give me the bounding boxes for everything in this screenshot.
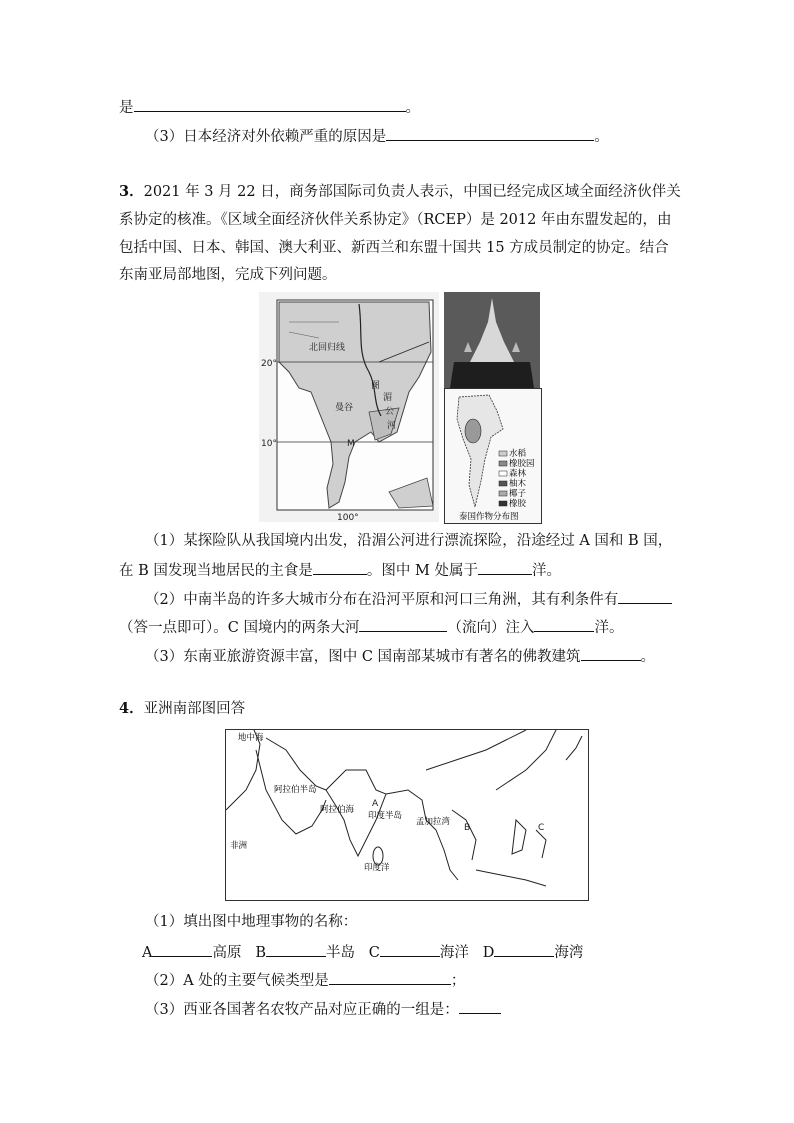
india-peninsula-label: 印度半岛 — [368, 811, 403, 821]
q3-sub2-text2: （流向）注入 — [447, 620, 535, 636]
answer-blank-d[interactable] — [494, 941, 554, 957]
q3-sub1-text1: 在 B 国发现当地居民的主食是 — [119, 563, 313, 579]
answer-blank-b[interactable] — [266, 941, 326, 957]
label-a-end: 高原 — [212, 945, 242, 961]
q3-sub2-text1: （答一点即可）。C 国境内的两条大河 — [119, 620, 360, 636]
point-a-label: A — [372, 799, 379, 809]
point-b-label: B — [464, 823, 471, 833]
legend-item: 森林 — [509, 469, 527, 479]
answer-blank[interactable] — [581, 645, 641, 661]
latitude-10-label: 10° — [261, 439, 277, 449]
q4-sub2-text: （2）A 处的主要气候类型是 — [145, 973, 329, 989]
label-b-end: 半岛 — [325, 945, 355, 961]
answer-blank[interactable] — [386, 125, 594, 141]
bangkok-label: 曼谷 — [335, 403, 354, 413]
arabian-peninsula-label: 阿拉伯半岛 — [274, 785, 317, 795]
q2-line1-prefix: 是 — [119, 100, 134, 116]
southeast-asia-map — [259, 292, 439, 522]
q2-sub3-label: （3）日本经济对外依赖严重的原因是 — [145, 129, 387, 145]
q3-sub2-text3: 洋。 — [594, 620, 624, 636]
q3-sub2-text: （2）中南半岛的许多大城市分布在沿河平原和河口三角洲，其有利条件有 — [145, 592, 619, 608]
q4-sub2-end: ； — [450, 973, 466, 989]
label-c-end: 海洋 — [439, 945, 469, 961]
q4-sub2 — [145, 969, 465, 991]
q3-sub3-end: 。 — [640, 649, 656, 665]
top-left-sea-label: 地中海 — [238, 733, 264, 743]
answer-blank[interactable] — [534, 616, 594, 632]
q3-sub1-text3: 洋。 — [531, 563, 561, 579]
bay-of-bengal-label: 孟加拉湾 — [416, 817, 451, 827]
country-mark-label: 图 — [371, 381, 381, 391]
thailand-crop-map-svg — [445, 389, 541, 523]
label-a: A — [142, 945, 153, 961]
q3-line3: 包括中国、日本、韩国、澳大利亚、新西兰和东盟十国共 15 方成员制定的协定。结合 — [119, 240, 669, 256]
question-number: 3． — [119, 183, 144, 200]
label-c: C — [368, 945, 380, 961]
mekong-label-c: 河 — [387, 421, 397, 431]
q4-title-text: 亚洲南部图回答 — [143, 701, 246, 717]
legend-item: 椰子 — [509, 489, 527, 499]
q3-sub1-a: （1）某探险队从我国境内出发，沿湄公河进行漂流探险，沿途经过 A 国和 B 国， — [145, 533, 673, 549]
legend-item: 柚木 — [509, 479, 527, 489]
answer-blank[interactable] — [459, 998, 501, 1014]
q3-text-1: 2021 年 3 月 22 日，商务部国际司负责人表示，中国已经完成区域全面经济伙伴关 — [143, 184, 681, 200]
answer-blank-c[interactable] — [380, 941, 440, 957]
q2-sub3-end: 。 — [594, 129, 609, 145]
thailand-crop-map — [444, 388, 542, 524]
q2-line1 — [119, 96, 420, 118]
q3-line2: 系协定的核准。《区域全面经济伙伴关系协定》（RCEP）是 2012 年由东盟发起的，由 — [119, 212, 672, 228]
label-d: D — [482, 945, 495, 961]
point-m-label: M — [347, 439, 355, 449]
answer-blank[interactable] — [329, 969, 451, 985]
q4-fill-row — [142, 941, 583, 963]
label-b: B — [255, 945, 266, 961]
q3-sub1-b — [119, 559, 561, 581]
arabian-sea-label: 阿拉伯海 — [320, 805, 355, 815]
answer-blank-a[interactable] — [152, 941, 212, 957]
longitude-100-label: 100° — [337, 513, 359, 522]
answer-blank[interactable] — [313, 559, 367, 575]
answer-blank[interactable] — [618, 588, 672, 604]
latitude-20-label: 20° — [261, 359, 277, 369]
q3-sub2-b — [119, 616, 623, 638]
q3-sub2-a — [145, 588, 672, 610]
q4-title — [119, 699, 245, 719]
q4-sub1: （1）填出图中地理事物的名称： — [145, 914, 358, 930]
answer-blank[interactable] — [134, 96, 406, 112]
africa-label: 非洲 — [230, 841, 248, 851]
south-asia-map-svg — [226, 730, 588, 900]
answer-blank[interactable] — [359, 616, 447, 632]
q2-sub3 — [145, 125, 609, 147]
q4-sub3 — [145, 998, 501, 1020]
south-asia-map — [225, 729, 589, 901]
label-d-end: 海湾 — [554, 945, 584, 961]
mekong-label-b: 公 — [385, 407, 395, 417]
q3-sub3 — [145, 645, 655, 667]
legend-item: 水稻 — [509, 449, 527, 459]
q3-line1 — [119, 182, 681, 202]
q3-sub3-text: （3）东南亚旅游资源丰富，图中 C 国南部某城市有著名的佛教建筑 — [145, 649, 581, 665]
legend-item: 橡胶 — [509, 499, 527, 509]
pagoda-photo — [444, 292, 540, 388]
indian-ocean-label: 印度洋 — [364, 863, 390, 873]
q3-sub1-text2: 。图中 M 处属于 — [366, 563, 478, 579]
mekong-label-a: 湄 — [383, 393, 393, 403]
crop-map-caption: 泰国作物分布图 — [459, 512, 519, 522]
point-c-label: C — [538, 823, 545, 833]
tropic-label: 北回归线 — [309, 343, 346, 353]
southeast-asia-map-svg — [259, 292, 439, 522]
legend-item: 橡胶园 — [509, 459, 535, 469]
q2-line1-end: 。 — [405, 100, 420, 116]
q4-sub3-text: （3）西亚各国著名农牧产品对应正确的一组是： — [145, 1002, 459, 1018]
answer-blank[interactable] — [478, 559, 532, 575]
question-number: 4． — [119, 700, 144, 717]
pagoda-illustration — [444, 292, 540, 388]
q3-line4: 东南亚局部地图，完成下列问题。 — [119, 267, 337, 283]
